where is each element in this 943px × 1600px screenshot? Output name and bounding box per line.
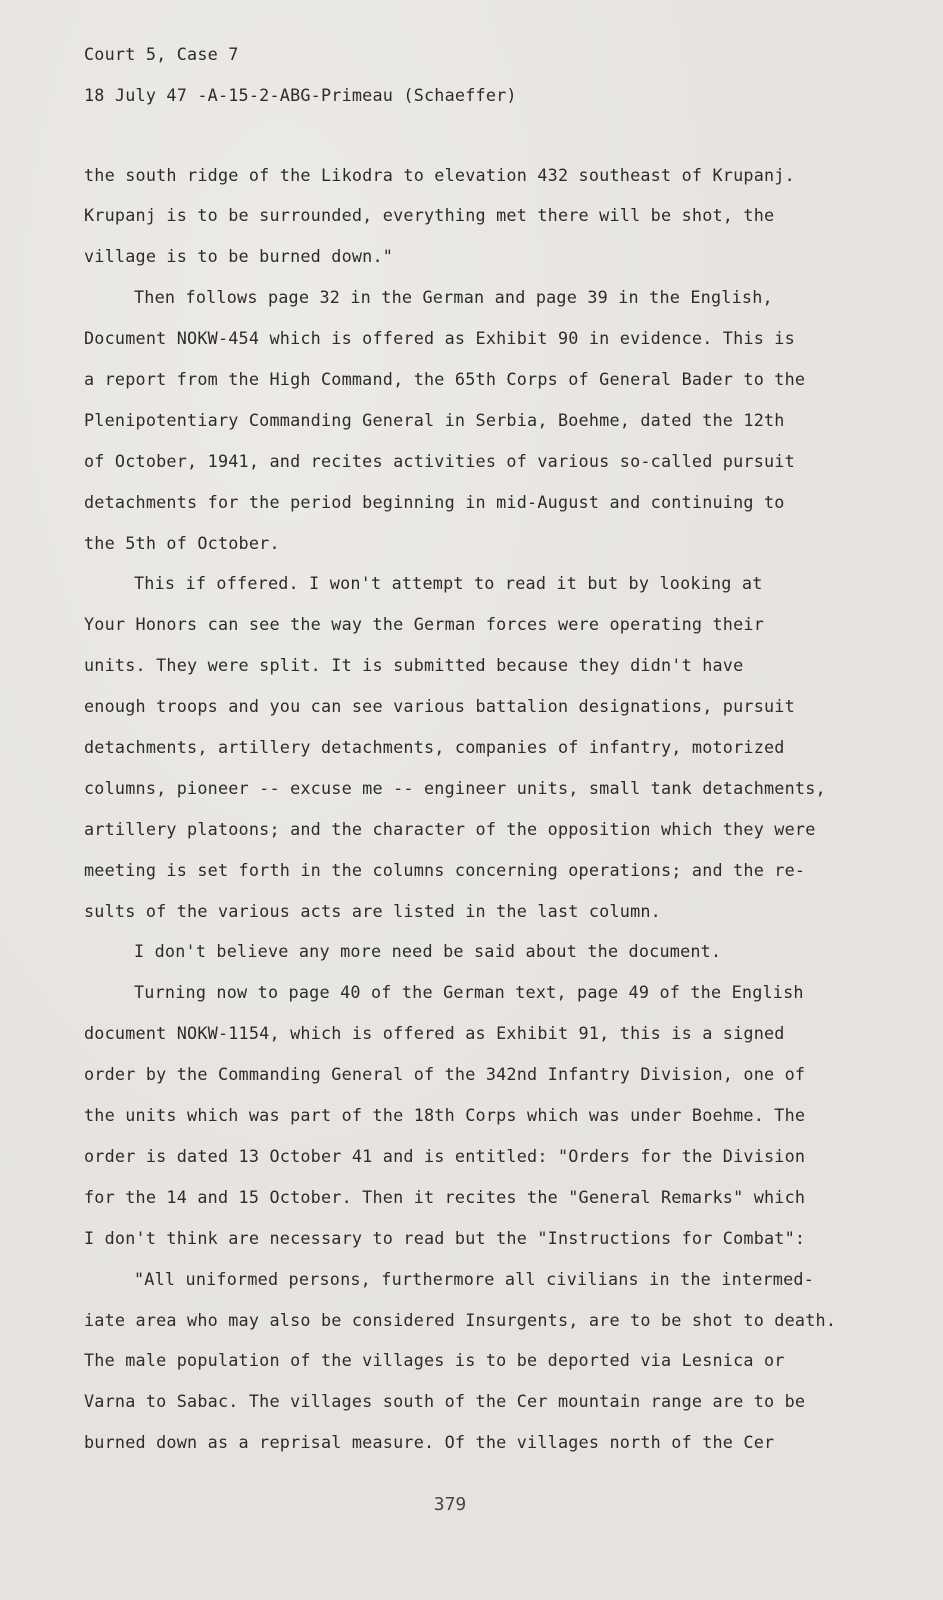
body-line: a report from the High Command, the 65th Corps of General Bader to the (84, 369, 806, 389)
body-line: Varna to Sabac. The villages south of the Cer mountain range are to be (84, 1391, 806, 1411)
paragraph-start-line: This if offered. I won't attempt to read it but by looking at (134, 573, 763, 593)
body-line: artillery platoons; and the character of the opposition which they were (84, 819, 816, 839)
body-line: document NOKW-1154, which is offered as Exhibit 91, this is a signed (84, 1023, 785, 1043)
paragraph-start-line: Then follows page 32 in the German and page 39 in the English, (134, 287, 773, 307)
body-line: for the 14 and 15 October. Then it recites the "General Remarks" which (84, 1187, 806, 1207)
body-line: columns, pioneer -- excuse me -- engineer units, small tank detachments, (84, 778, 826, 798)
body-line: Plenipotentiary Commanding General in Serbia, Boehme, dated the 12th (84, 410, 785, 430)
body-line: order is dated 13 October 41 and is entitled: "Orders for the Division (84, 1146, 806, 1166)
body-line: village is to be burned down." (84, 246, 394, 266)
paragraph-start-line: Turning now to page 40 of the German text, page 49 of the English (134, 982, 804, 1002)
body-line: order by the Commanding General of the 342nd Infantry Division, one of (84, 1064, 806, 1084)
body-line: the units which was part of the 18th Corps which was under Boehme. The (84, 1105, 806, 1125)
body-line: burned down as a reprisal measure. Of the villages north of the Cer (84, 1432, 775, 1452)
body-line: Your Honors can see the way the German forces were operating their (84, 614, 765, 634)
body-line: of October, 1941, and recites activities of various so-called pursuit (84, 451, 795, 471)
body-line: the south ridge of the Likodra to elevation 432 southeast of Krupanj. (84, 165, 795, 185)
page-number: 379 (433, 1494, 467, 1515)
session-header: 18 July 47 -A-15-2-ABG-Primeau (Schaeffer) (84, 85, 517, 105)
body-line: I don't think are necessary to read but the "Instructions for Combat": (84, 1228, 806, 1248)
body-line: The male population of the villages is to be deported via Lesnica or (84, 1350, 785, 1370)
body-line: enough troops and you can see various battalion designations, pursuit (84, 696, 795, 716)
body-line: detachments, artillery detachments, companies of infantry, motorized (84, 737, 785, 757)
body-line: units. They were split. It is submitted because they didn't have (84, 655, 744, 675)
court-case-header: Court 5, Case 7 (84, 44, 239, 64)
paragraph-start-line: "All uniformed persons, furthermore all civilians in the intermed- (134, 1269, 815, 1289)
body-line: sults of the various acts are listed in the last column. (84, 901, 661, 921)
paragraph-start-line: I don't believe any more need be said about the document. (134, 941, 722, 961)
body-line: Krupanj is to be surrounded, everything met there will be shot, the (84, 205, 775, 225)
body-line: meeting is set forth in the columns concerning operations; and the re- (84, 860, 806, 880)
body-line: Document NOKW-454 which is offered as Exhibit 90 in evidence. This is (84, 328, 795, 348)
body-line: the 5th of October. (84, 533, 280, 553)
body-line: iate area who may also be considered Insurgents, are to be shot to death. (84, 1310, 837, 1330)
body-line: detachments for the period beginning in mid-August and continuing to (84, 492, 785, 512)
